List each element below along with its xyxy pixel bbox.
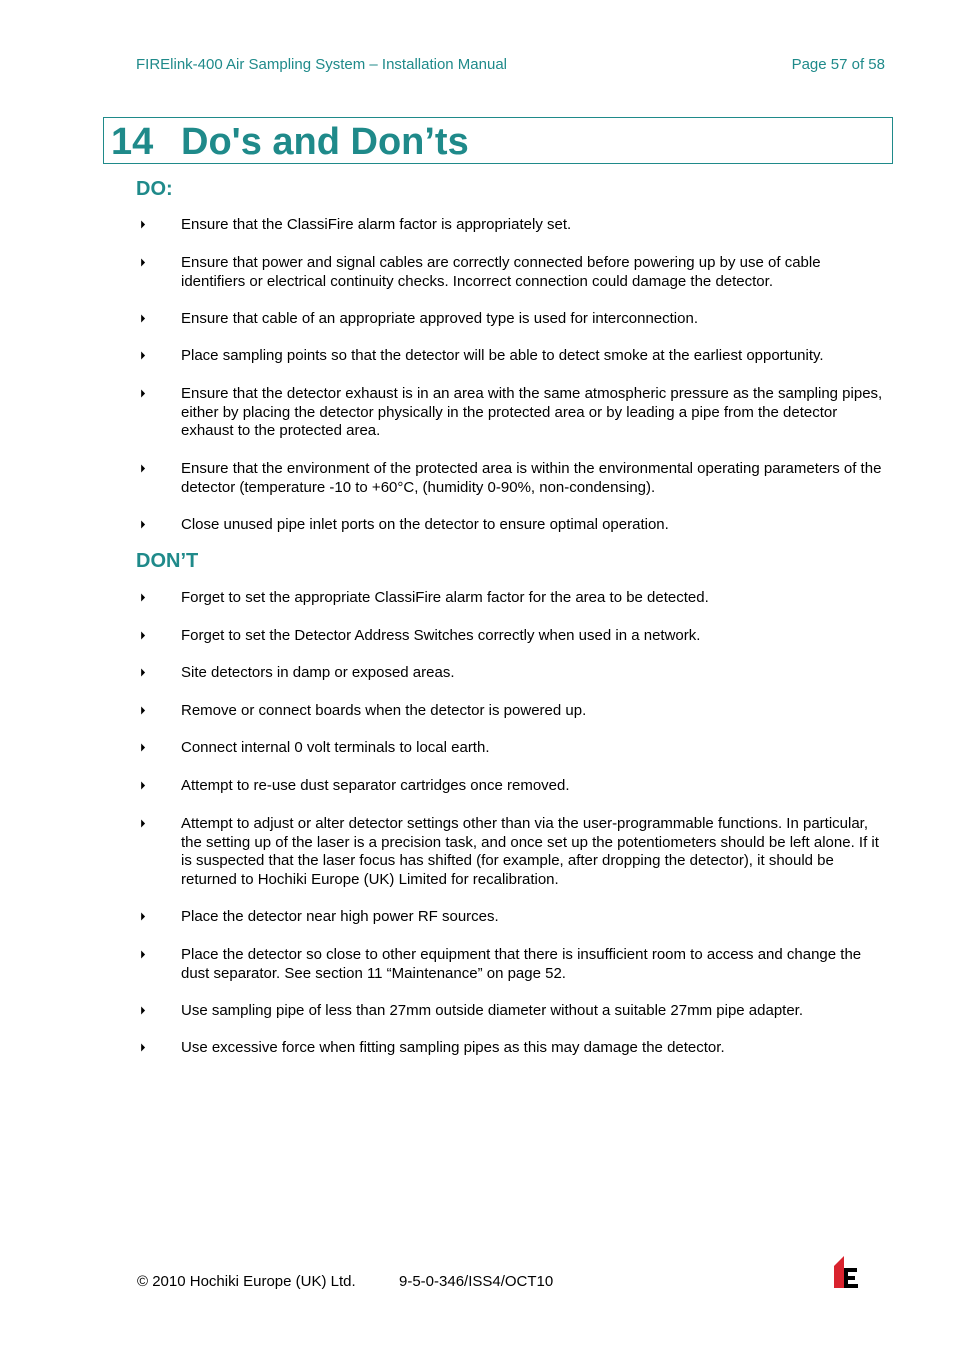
bullet-arrow-icon: ⏵ — [140, 463, 146, 475]
logo-letter-shape — [844, 1268, 858, 1288]
bullet-arrow-icon: ⏵ — [140, 630, 146, 642]
bullet-arrow-icon: ⏵ — [140, 1005, 146, 1017]
list-item: ⏵ Connect internal 0 volt terminals to local earth. — [140, 739, 490, 756]
document-title: FIRElink-400 Air Sampling System – Installation Manual — [136, 56, 508, 73]
bullet-arrow-icon: ⏵ — [140, 911, 146, 923]
bullet-arrow-icon: ⏵ — [140, 388, 146, 400]
bullet-arrow-icon: ⏵ — [140, 667, 146, 679]
list-item: ⏵ Forget to set the appropriate ClassiFire alarm factor for the area to be detected. — [140, 589, 709, 606]
list-item: ⏵ Ensure that cable of an appropriate approved type is used for interconnection. — [140, 310, 698, 327]
list-item: ⏵ Ensure that the detector exhaust is in an area with the same atmospheric pressure as the sampling pipes, either by placing the detector physically in the protected area or by leading a pipe from the detector exhaust to the protected area. — [140, 385, 883, 439]
bullet-arrow-icon: ⏵ — [140, 949, 146, 961]
chapter-title-box — [103, 117, 893, 164]
list-item: ⏵ Ensure that the ClassiFire alarm factor is appropriately set. — [140, 216, 572, 233]
bullet-arrow-icon: ⏵ — [140, 350, 146, 362]
list-item: ⏵ Ensure that power and signal cables are correctly connected before powering up by use of cable identifiers or electrical continuity checks. Incorrect connection could damage the detector. — [140, 254, 821, 290]
list-item: ⏵ Place sampling points so that the detector will be able to detect smoke at the earliest opportunity. — [140, 347, 824, 364]
dont-heading: DON’T — [136, 550, 199, 572]
list-item: ⏵ Use excessive force when fitting sampling pipes as this may damage the detector. — [140, 1039, 725, 1056]
chapter-title-text: Do's and Don’ts — [181, 121, 469, 163]
document-code: 9-5-0-346/ISS4/OCT10 — [399, 1273, 554, 1290]
bullet-arrow-icon: ⏵ — [140, 705, 146, 717]
list-item: ⏵ Place the detector so close to other equipment that there is insufficient room to access and change the dust separator. See section 11 “Maintenance” on page 52. — [140, 946, 862, 982]
bullet-arrow-icon: ⏵ — [140, 219, 146, 231]
bullet-arrow-icon: ⏵ — [140, 1042, 146, 1054]
bullet-arrow-icon: ⏵ — [140, 257, 146, 269]
bullet-arrow-icon: ⏵ — [140, 818, 146, 830]
list-item: ⏵ Site detectors in damp or exposed areas. — [140, 664, 455, 681]
list-item: ⏵ Use sampling pipe of less than 27mm outside diameter without a suitable 27mm pipe adapter. — [140, 1002, 804, 1019]
page-number: Page 57 of 58 — [791, 56, 885, 73]
bullet-arrow-icon: ⏵ — [140, 592, 146, 604]
chapter-title — [111, 120, 469, 164]
logo-flame-shape — [834, 1256, 844, 1288]
list-item: ⏵ Forget to set the Detector Address Switches correctly when used in a network. — [140, 627, 701, 644]
bullet-arrow-icon: ⏵ — [140, 519, 146, 531]
bullet-arrow-icon: ⏵ — [140, 742, 146, 754]
bullet-arrow-icon: ⏵ — [140, 313, 146, 325]
chapter-number: 14 — [111, 121, 154, 163]
list-item: ⏵ Remove or connect boards when the detector is powered up. — [140, 702, 587, 719]
list-item: ⏵ Close unused pipe inlet ports on the detector to ensure optimal operation. — [140, 516, 669, 533]
copyright-text: © 2010 Hochiki Europe (UK) Ltd. — [137, 1273, 356, 1290]
list-item: ⏵ Place the detector near high power RF sources. — [140, 908, 499, 925]
list-item: ⏵ Ensure that the environment of the protected area is within the environmental operating parameters of the detector (temperature -10 to +60°C, (humidity 0-90%, non-condensing). — [140, 460, 882, 496]
list-item: ⏵ Attempt to re-use dust separator cartridges once removed. — [140, 777, 570, 794]
hochiki-logo-icon — [832, 1254, 859, 1288]
list-item: ⏵ Attempt to adjust or alter detector settings other than via the user-programmable functions. In particular, the setting up of the laser is a precision task, and once set up the potentiometers should be left alone. If it is suspected that the laser focus has shifted (for example, after dropping the detector), it should be returned to Hochiki Europe (UK) Limited for recalibration. — [140, 815, 879, 888]
bullet-arrow-icon: ⏵ — [140, 780, 146, 792]
do-heading: DO: — [136, 178, 173, 200]
